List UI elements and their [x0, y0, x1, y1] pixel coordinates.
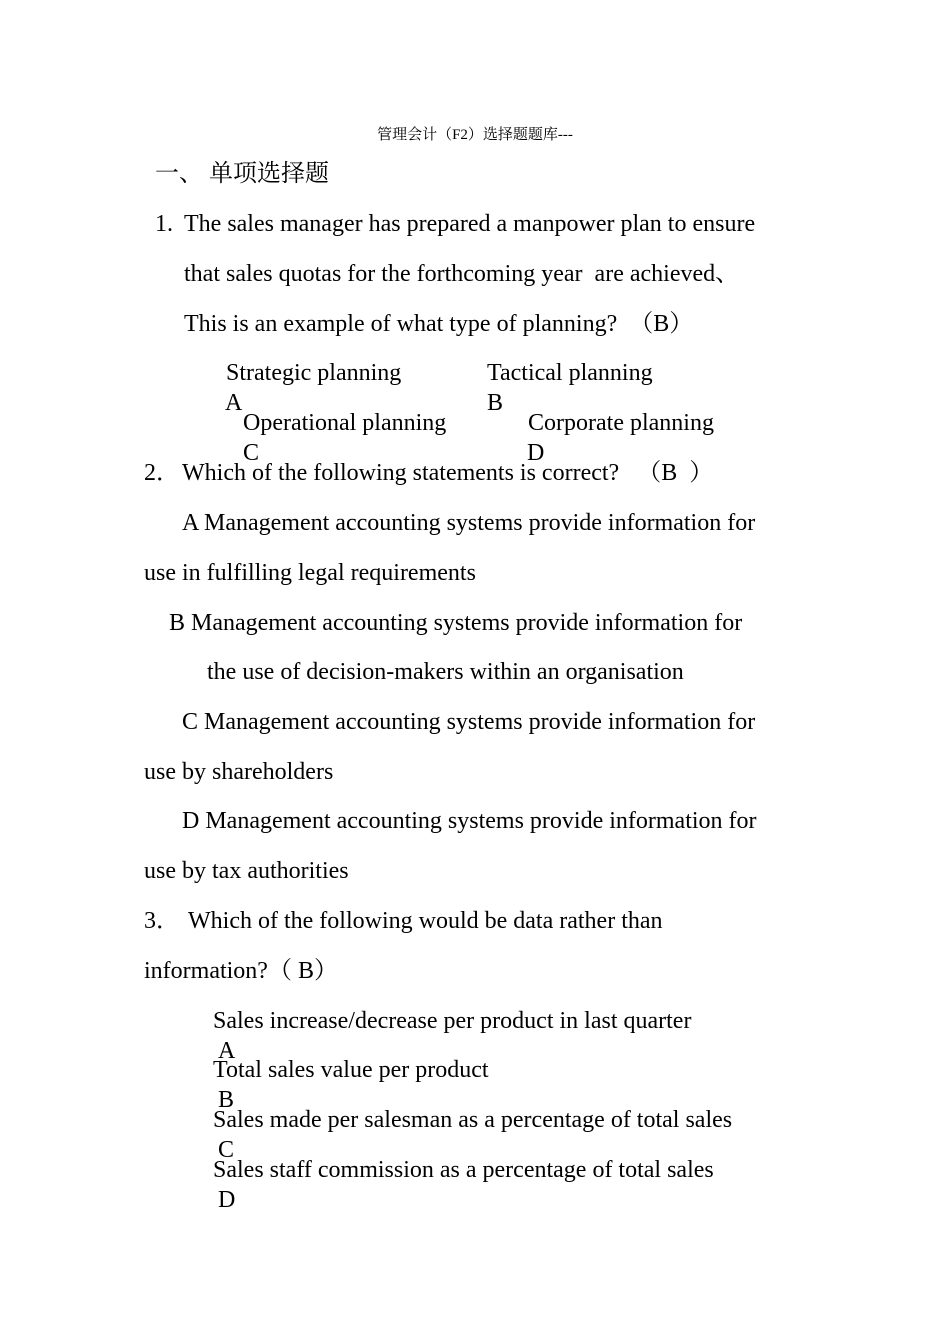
question-text-line: Which of the following statements is correct? （B ）: [182, 460, 714, 486]
question-text-line: that sales quotas for the forthcoming year are achieved、: [184, 261, 740, 287]
option-text: Sales made per salesman as a percentage of total sales: [213, 1107, 733, 1133]
option-c-line: C Management accounting systems provide information for: [182, 709, 756, 735]
option-a-line: use in fulfilling legal requirements: [144, 560, 476, 586]
question-text-line: information?（ B）: [144, 958, 338, 984]
option-text: Sales staff commission as a percentage of total sales: [213, 1157, 714, 1183]
option-c-line: use by shareholders: [144, 759, 334, 785]
option-letter: D: [527, 440, 545, 466]
question-text-line: This is an example of what type of planning? （B）: [184, 311, 694, 337]
option-text: Total sales value per product: [213, 1057, 489, 1083]
option-text: Corporate planning: [528, 410, 714, 436]
option-text: Tactical planning: [487, 360, 653, 386]
option-text: Operational planning: [243, 410, 447, 436]
question-number: 1.: [155, 211, 173, 237]
option-d-line: D Management accounting systems provide information for: [182, 808, 757, 834]
document-header: 管理会计（F2）选择题题库---: [377, 127, 573, 143]
section-title: 一、 单项选择题: [155, 161, 329, 187]
question-number: 2．: [144, 460, 180, 486]
option-letter: B: [218, 1087, 235, 1113]
option-text: Strategic planning: [226, 360, 402, 386]
question-text-line: The sales manager has prepared a manpower plan to ensure: [184, 211, 756, 237]
question-number: 3．: [144, 908, 180, 934]
option-letter: C: [243, 440, 260, 466]
option-letter: A: [218, 1038, 236, 1064]
option-letter: D: [218, 1187, 236, 1213]
question-text-line: Which of the following would be data rather than: [188, 908, 663, 934]
option-b-line: the use of decision-makers within an organisation: [207, 659, 684, 685]
option-d-line: use by tax authorities: [144, 858, 349, 884]
option-letter: B: [487, 390, 504, 416]
option-b-line: B Management accounting systems provide information for: [169, 610, 743, 636]
option-letter: A: [225, 390, 243, 416]
option-a-line: A Management accounting systems provide information for: [182, 510, 756, 536]
option-letter: C: [218, 1137, 235, 1163]
option-text: Sales increase/decrease per product in last quarter: [213, 1008, 692, 1034]
